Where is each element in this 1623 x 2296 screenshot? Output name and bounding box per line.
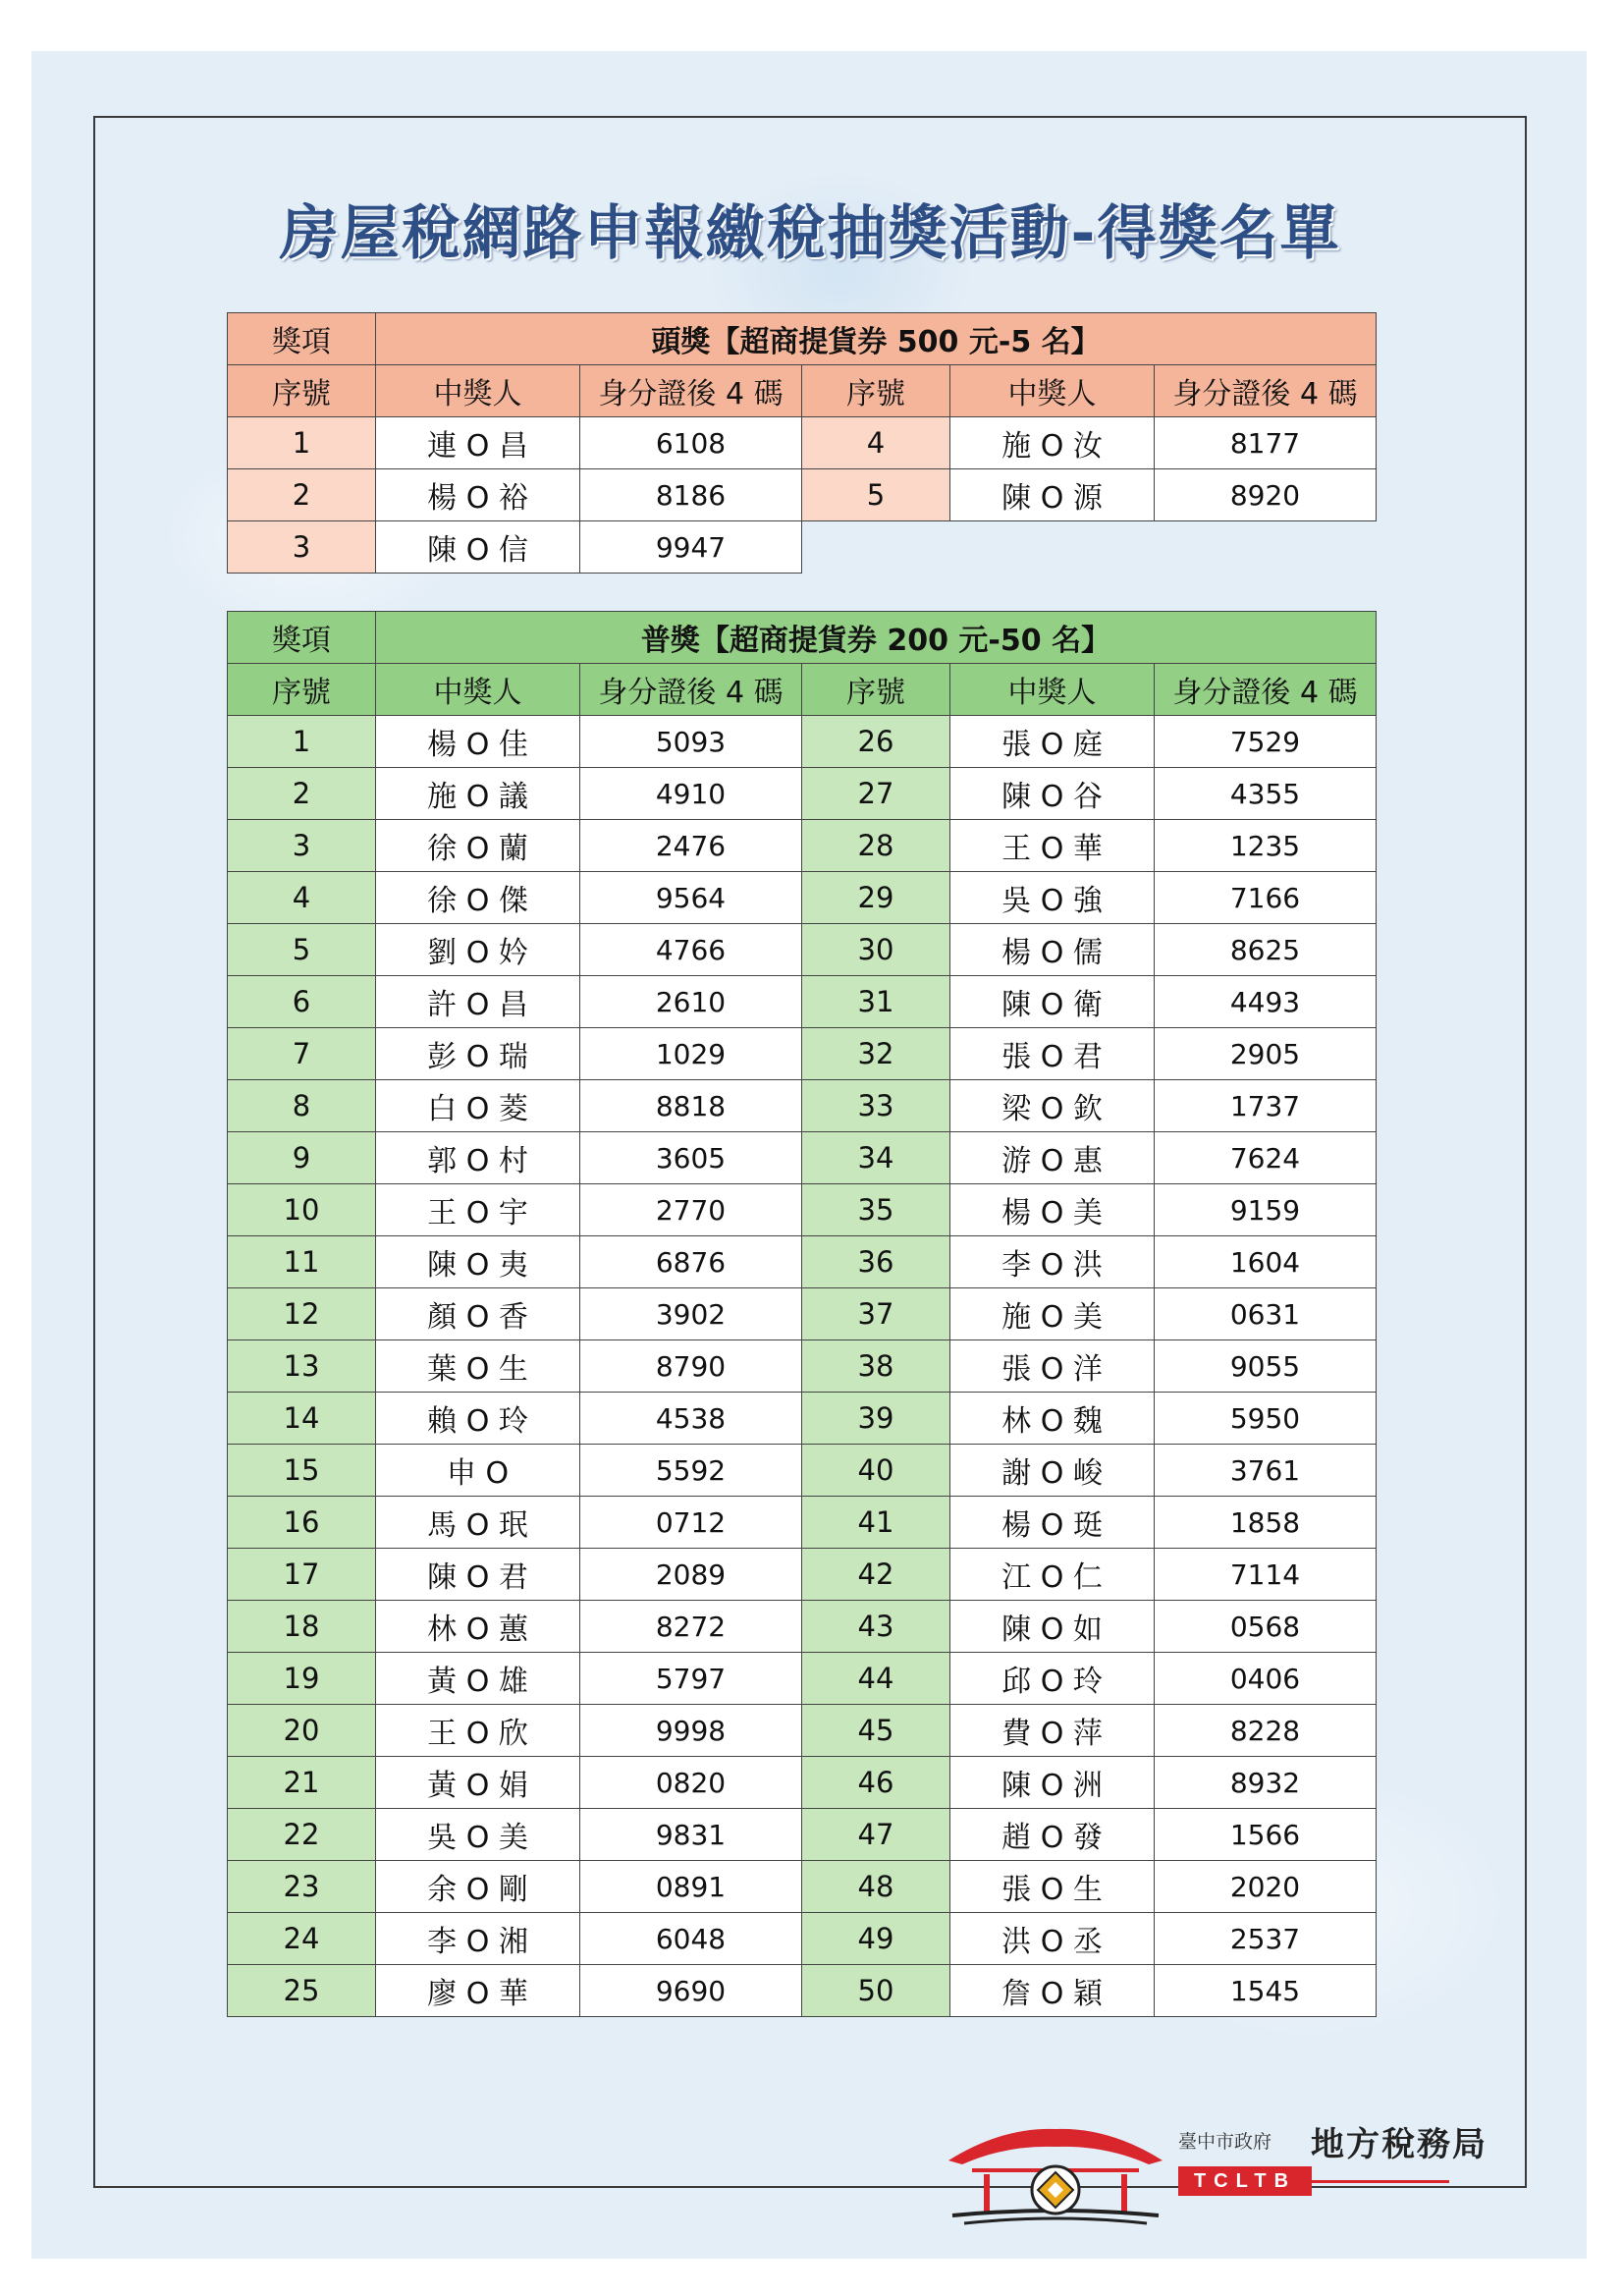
table-row bbox=[228, 1028, 1377, 1080]
winner-id-last4: 8186 bbox=[580, 469, 802, 521]
page-title: 房屋稅網路申報繳稅抽獎活動-得獎名單 bbox=[279, 199, 1341, 268]
seq-header: 序號 bbox=[228, 365, 376, 417]
agency-name: 臺中市政府 bbox=[1178, 2131, 1272, 2153]
table-row bbox=[228, 1132, 1377, 1184]
winner-id-last4: 7114 bbox=[1155, 1549, 1377, 1601]
winner-name: 施 O 美 bbox=[950, 1288, 1155, 1340]
winner-id-last4: 4493 bbox=[1155, 976, 1377, 1028]
winner-seq: 21 bbox=[228, 1757, 376, 1809]
winner-id-last4: 2537 bbox=[1155, 1913, 1377, 1965]
winner-id-last4: 0820 bbox=[580, 1757, 802, 1809]
winner-id-last4: 0406 bbox=[1155, 1653, 1377, 1705]
winner-header: 中獎人 bbox=[376, 664, 580, 716]
winner-name: 王 O 欣 bbox=[376, 1705, 580, 1757]
winner-id-last4: 7166 bbox=[1155, 872, 1377, 924]
table-row bbox=[228, 1809, 1377, 1861]
winner-id-last4: 9564 bbox=[580, 872, 802, 924]
winner-seq: 1 bbox=[228, 417, 376, 469]
winner-seq: 7 bbox=[228, 1028, 376, 1080]
winner-seq: 1 bbox=[228, 716, 376, 768]
bureau-house-emblem-icon bbox=[943, 2121, 1168, 2229]
table-row bbox=[228, 1705, 1377, 1757]
winner-seq: 30 bbox=[802, 924, 950, 976]
winner-id-last4: 3605 bbox=[580, 1132, 802, 1184]
winner-seq: 26 bbox=[802, 716, 950, 768]
table-row bbox=[228, 1184, 1377, 1236]
winner-id-last4: 8625 bbox=[1155, 924, 1377, 976]
winner-name: 王 O 宇 bbox=[376, 1184, 580, 1236]
winner-name: 江 O 仁 bbox=[950, 1549, 1155, 1601]
winner-name: 顏 O 香 bbox=[376, 1288, 580, 1340]
winner-seq: 45 bbox=[802, 1705, 950, 1757]
table-row bbox=[228, 1497, 1377, 1549]
table-row bbox=[228, 521, 1377, 574]
winner-seq: 48 bbox=[802, 1861, 950, 1913]
winner-name: 李 O 湘 bbox=[376, 1913, 580, 1965]
winner-name: 陳 O 源 bbox=[950, 469, 1155, 521]
winner-id-last4: 1029 bbox=[580, 1028, 802, 1080]
winner-name: 劉 O 妗 bbox=[376, 924, 580, 976]
winner-id-last4: 9947 bbox=[580, 521, 802, 574]
winner-id-last4: 3761 bbox=[1155, 1445, 1377, 1497]
winner-name: 費 O 萍 bbox=[950, 1705, 1155, 1757]
winner-id-last4: 2020 bbox=[1155, 1861, 1377, 1913]
winner-seq: 20 bbox=[228, 1705, 376, 1757]
winner-name: 陳 O 衛 bbox=[950, 976, 1155, 1028]
winner-name: 陳 O 如 bbox=[950, 1601, 1155, 1653]
seq-header: 序號 bbox=[802, 365, 950, 417]
winner-seq: 35 bbox=[802, 1184, 950, 1236]
winner-id-last4: 6048 bbox=[580, 1913, 802, 1965]
winner-seq: 31 bbox=[802, 976, 950, 1028]
winner-id-last4: 9831 bbox=[580, 1809, 802, 1861]
winner-seq: 12 bbox=[228, 1288, 376, 1340]
id-last4-header: 身分證後 4 碼 bbox=[1155, 664, 1377, 716]
winner-name: 郭 O 村 bbox=[376, 1132, 580, 1184]
table-row bbox=[228, 417, 1377, 469]
winner-seq: 18 bbox=[228, 1601, 376, 1653]
winner-seq: 47 bbox=[802, 1809, 950, 1861]
winner-id-last4: 2905 bbox=[1155, 1028, 1377, 1080]
winner-seq: 46 bbox=[802, 1757, 950, 1809]
winner-id-last4: 3902 bbox=[580, 1288, 802, 1340]
winner-id-last4: 1737 bbox=[1155, 1080, 1377, 1132]
winner-seq: 29 bbox=[802, 872, 950, 924]
table-row bbox=[228, 1236, 1377, 1288]
winner-seq: 36 bbox=[802, 1236, 950, 1288]
winner-seq: 6 bbox=[228, 976, 376, 1028]
winner-seq: 14 bbox=[228, 1393, 376, 1445]
empty-cell bbox=[802, 521, 950, 574]
winner-name: 楊 O 儒 bbox=[950, 924, 1155, 976]
table-row bbox=[228, 469, 1377, 521]
winner-name: 白 O 菱 bbox=[376, 1080, 580, 1132]
winner-id-last4: 1566 bbox=[1155, 1809, 1377, 1861]
winner-seq: 24 bbox=[228, 1913, 376, 1965]
first-prize-table bbox=[227, 312, 1377, 574]
id-last4-header: 身分證後 4 碼 bbox=[580, 365, 802, 417]
winner-seq: 5 bbox=[228, 924, 376, 976]
winner-name: 游 O 惠 bbox=[950, 1132, 1155, 1184]
winner-name: 彭 O 瑞 bbox=[376, 1028, 580, 1080]
winner-name: 林 O 魏 bbox=[950, 1393, 1155, 1445]
table-row bbox=[228, 1445, 1377, 1497]
winner-name: 賴 O 玲 bbox=[376, 1393, 580, 1445]
winner-id-last4: 9055 bbox=[1155, 1340, 1377, 1393]
empty-cell bbox=[1155, 521, 1377, 574]
winner-name: 張 O 生 bbox=[950, 1861, 1155, 1913]
winner-header: 中獎人 bbox=[950, 664, 1155, 716]
winner-seq: 16 bbox=[228, 1497, 376, 1549]
first-prize-heading: 頭獎【超商提貨券 500 元-5 名】 bbox=[376, 313, 1377, 365]
winner-id-last4: 8920 bbox=[1155, 469, 1377, 521]
winner-name: 廖 O 華 bbox=[376, 1965, 580, 2017]
empty-cell bbox=[950, 521, 1155, 574]
winner-seq: 5 bbox=[802, 469, 950, 521]
table-row bbox=[228, 1861, 1377, 1913]
winner-name: 謝 O 峻 bbox=[950, 1445, 1155, 1497]
winner-name: 施 O 議 bbox=[376, 768, 580, 820]
winner-id-last4: 1235 bbox=[1155, 820, 1377, 872]
winner-id-last4: 5950 bbox=[1155, 1393, 1377, 1445]
winner-seq: 43 bbox=[802, 1601, 950, 1653]
table-row bbox=[228, 1080, 1377, 1132]
winner-seq: 34 bbox=[802, 1132, 950, 1184]
winner-seq: 49 bbox=[802, 1913, 950, 1965]
seq-header: 序號 bbox=[802, 664, 950, 716]
winner-id-last4: 9998 bbox=[580, 1705, 802, 1757]
general-prize-table bbox=[227, 611, 1377, 2017]
winner-seq: 15 bbox=[228, 1445, 376, 1497]
table-row bbox=[228, 1757, 1377, 1809]
winner-id-last4: 8790 bbox=[580, 1340, 802, 1393]
winner-name: 楊 O 裕 bbox=[376, 469, 580, 521]
winner-id-last4: 4355 bbox=[1155, 768, 1377, 820]
winner-seq: 10 bbox=[228, 1184, 376, 1236]
winner-id-last4: 0712 bbox=[580, 1497, 802, 1549]
winner-id-last4: 2770 bbox=[580, 1184, 802, 1236]
winner-name: 陳 O 洲 bbox=[950, 1757, 1155, 1809]
winner-seq: 2 bbox=[228, 768, 376, 820]
winner-seq: 22 bbox=[228, 1809, 376, 1861]
winner-id-last4: 1604 bbox=[1155, 1236, 1377, 1288]
winner-id-last4: 8932 bbox=[1155, 1757, 1377, 1809]
winner-seq: 25 bbox=[228, 1965, 376, 2017]
winner-id-last4: 6876 bbox=[580, 1236, 802, 1288]
winner-name: 黃 O 娟 bbox=[376, 1757, 580, 1809]
winner-name: 王 O 華 bbox=[950, 820, 1155, 872]
winner-name: 陳 O 信 bbox=[376, 521, 580, 574]
winner-seq: 40 bbox=[802, 1445, 950, 1497]
table-row bbox=[228, 1653, 1377, 1705]
winner-seq: 4 bbox=[802, 417, 950, 469]
winner-name: 葉 O 生 bbox=[376, 1340, 580, 1393]
winner-header: 中獎人 bbox=[950, 365, 1155, 417]
winner-id-last4: 1545 bbox=[1155, 1965, 1377, 2017]
winner-id-last4: 0631 bbox=[1155, 1288, 1377, 1340]
winner-name: 邱 O 玲 bbox=[950, 1653, 1155, 1705]
winner-seq: 28 bbox=[802, 820, 950, 872]
winner-id-last4: 6108 bbox=[580, 417, 802, 469]
winner-id-last4: 8272 bbox=[580, 1601, 802, 1653]
prize-item-label: 獎項 bbox=[228, 313, 376, 365]
winner-seq: 11 bbox=[228, 1236, 376, 1288]
winner-id-last4: 1858 bbox=[1155, 1497, 1377, 1549]
winner-id-last4: 5592 bbox=[580, 1445, 802, 1497]
winner-name: 趙 O 發 bbox=[950, 1809, 1155, 1861]
winner-id-last4: 4538 bbox=[580, 1393, 802, 1445]
table-row bbox=[228, 1393, 1377, 1445]
winner-id-last4: 7624 bbox=[1155, 1132, 1377, 1184]
winner-name: 洪 O 丞 bbox=[950, 1913, 1155, 1965]
id-last4-header: 身分證後 4 碼 bbox=[580, 664, 802, 716]
table-row bbox=[228, 1913, 1377, 1965]
winner-name: 張 O 庭 bbox=[950, 716, 1155, 768]
table-row bbox=[228, 1965, 1377, 2017]
table-row bbox=[228, 924, 1377, 976]
table-row bbox=[228, 872, 1377, 924]
winner-seq: 2 bbox=[228, 469, 376, 521]
winner-name: 吳 O 美 bbox=[376, 1809, 580, 1861]
winner-id-last4: 0891 bbox=[580, 1861, 802, 1913]
winner-id-last4: 4910 bbox=[580, 768, 802, 820]
winner-seq: 19 bbox=[228, 1653, 376, 1705]
winner-name: 楊 O 珽 bbox=[950, 1497, 1155, 1549]
winner-name: 張 O 君 bbox=[950, 1028, 1155, 1080]
winner-seq: 44 bbox=[802, 1653, 950, 1705]
winner-seq: 39 bbox=[802, 1393, 950, 1445]
winner-name: 馬 O 珉 bbox=[376, 1497, 580, 1549]
winner-seq: 50 bbox=[802, 1965, 950, 2017]
winner-name: 黃 O 雄 bbox=[376, 1653, 580, 1705]
column-header-row bbox=[228, 365, 1377, 417]
tcltb-logo bbox=[943, 2121, 1492, 2229]
winner-name: 李 O 洪 bbox=[950, 1236, 1155, 1288]
winner-id-last4: 7529 bbox=[1155, 716, 1377, 768]
winner-seq: 27 bbox=[802, 768, 950, 820]
winner-seq: 42 bbox=[802, 1549, 950, 1601]
id-last4-header: 身分證後 4 碼 bbox=[1155, 365, 1377, 417]
winner-name: 吳 O 強 bbox=[950, 872, 1155, 924]
winner-id-last4: 5093 bbox=[580, 716, 802, 768]
winner-id-last4: 8177 bbox=[1155, 417, 1377, 469]
winner-id-last4: 8818 bbox=[580, 1080, 802, 1132]
prize-item-label: 獎項 bbox=[228, 612, 376, 664]
winner-seq: 4 bbox=[228, 872, 376, 924]
logo-underline bbox=[1312, 2180, 1449, 2183]
table-row bbox=[228, 1601, 1377, 1653]
winner-name: 張 O 洋 bbox=[950, 1340, 1155, 1393]
winner-id-last4: 8228 bbox=[1155, 1705, 1377, 1757]
winner-header: 中獎人 bbox=[376, 365, 580, 417]
winner-name: 許 O 昌 bbox=[376, 976, 580, 1028]
table-row bbox=[228, 1340, 1377, 1393]
winner-id-last4: 2089 bbox=[580, 1549, 802, 1601]
winner-id-last4: 4766 bbox=[580, 924, 802, 976]
table-row bbox=[228, 716, 1377, 768]
bureau-name: 地方稅務局 bbox=[1311, 2125, 1488, 2164]
winner-name: 陳 O 谷 bbox=[950, 768, 1155, 820]
winner-id-last4: 5797 bbox=[580, 1653, 802, 1705]
winner-name: 林 O 蕙 bbox=[376, 1601, 580, 1653]
winner-name: 余 O 剛 bbox=[376, 1861, 580, 1913]
winner-name: 陳 O 君 bbox=[376, 1549, 580, 1601]
winner-id-last4: 0568 bbox=[1155, 1601, 1377, 1653]
table-header-row bbox=[228, 612, 1377, 664]
table-row bbox=[228, 1549, 1377, 1601]
table-header-row bbox=[228, 313, 1377, 365]
winner-name: 詹 O 穎 bbox=[950, 1965, 1155, 2017]
winner-seq: 17 bbox=[228, 1549, 376, 1601]
winner-seq: 3 bbox=[228, 820, 376, 872]
general-prize-heading: 普獎【超商提貨券 200 元-50 名】 bbox=[376, 612, 1377, 664]
winner-seq: 13 bbox=[228, 1340, 376, 1393]
winner-seq: 38 bbox=[802, 1340, 950, 1393]
table-row bbox=[228, 768, 1377, 820]
column-header-row bbox=[228, 664, 1377, 716]
winner-id-last4: 9159 bbox=[1155, 1184, 1377, 1236]
winner-id-last4: 2476 bbox=[580, 820, 802, 872]
winner-seq: 37 bbox=[802, 1288, 950, 1340]
winner-name: 徐 O 蘭 bbox=[376, 820, 580, 872]
winner-seq: 9 bbox=[228, 1132, 376, 1184]
winner-seq: 32 bbox=[802, 1028, 950, 1080]
winner-name: 陳 O 夷 bbox=[376, 1236, 580, 1288]
winner-id-last4: 2610 bbox=[580, 976, 802, 1028]
winner-name: 連 O 昌 bbox=[376, 417, 580, 469]
winner-seq: 41 bbox=[802, 1497, 950, 1549]
winner-name: 徐 O 傑 bbox=[376, 872, 580, 924]
winner-name: 申 O bbox=[376, 1445, 580, 1497]
winner-name: 梁 O 欽 bbox=[950, 1080, 1155, 1132]
winner-seq: 3 bbox=[228, 521, 376, 574]
table-row bbox=[228, 976, 1377, 1028]
winner-seq: 23 bbox=[228, 1861, 376, 1913]
winner-name: 楊 O 佳 bbox=[376, 716, 580, 768]
winner-seq: 8 bbox=[228, 1080, 376, 1132]
winner-name: 楊 O 美 bbox=[950, 1184, 1155, 1236]
bureau-abbreviation: TCLTB bbox=[1178, 2166, 1312, 2196]
table-row bbox=[228, 1288, 1377, 1340]
winner-seq: 33 bbox=[802, 1080, 950, 1132]
winner-name: 施 O 汝 bbox=[950, 417, 1155, 469]
seq-header: 序號 bbox=[228, 664, 376, 716]
table-row bbox=[228, 820, 1377, 872]
winner-id-last4: 9690 bbox=[580, 1965, 802, 2017]
